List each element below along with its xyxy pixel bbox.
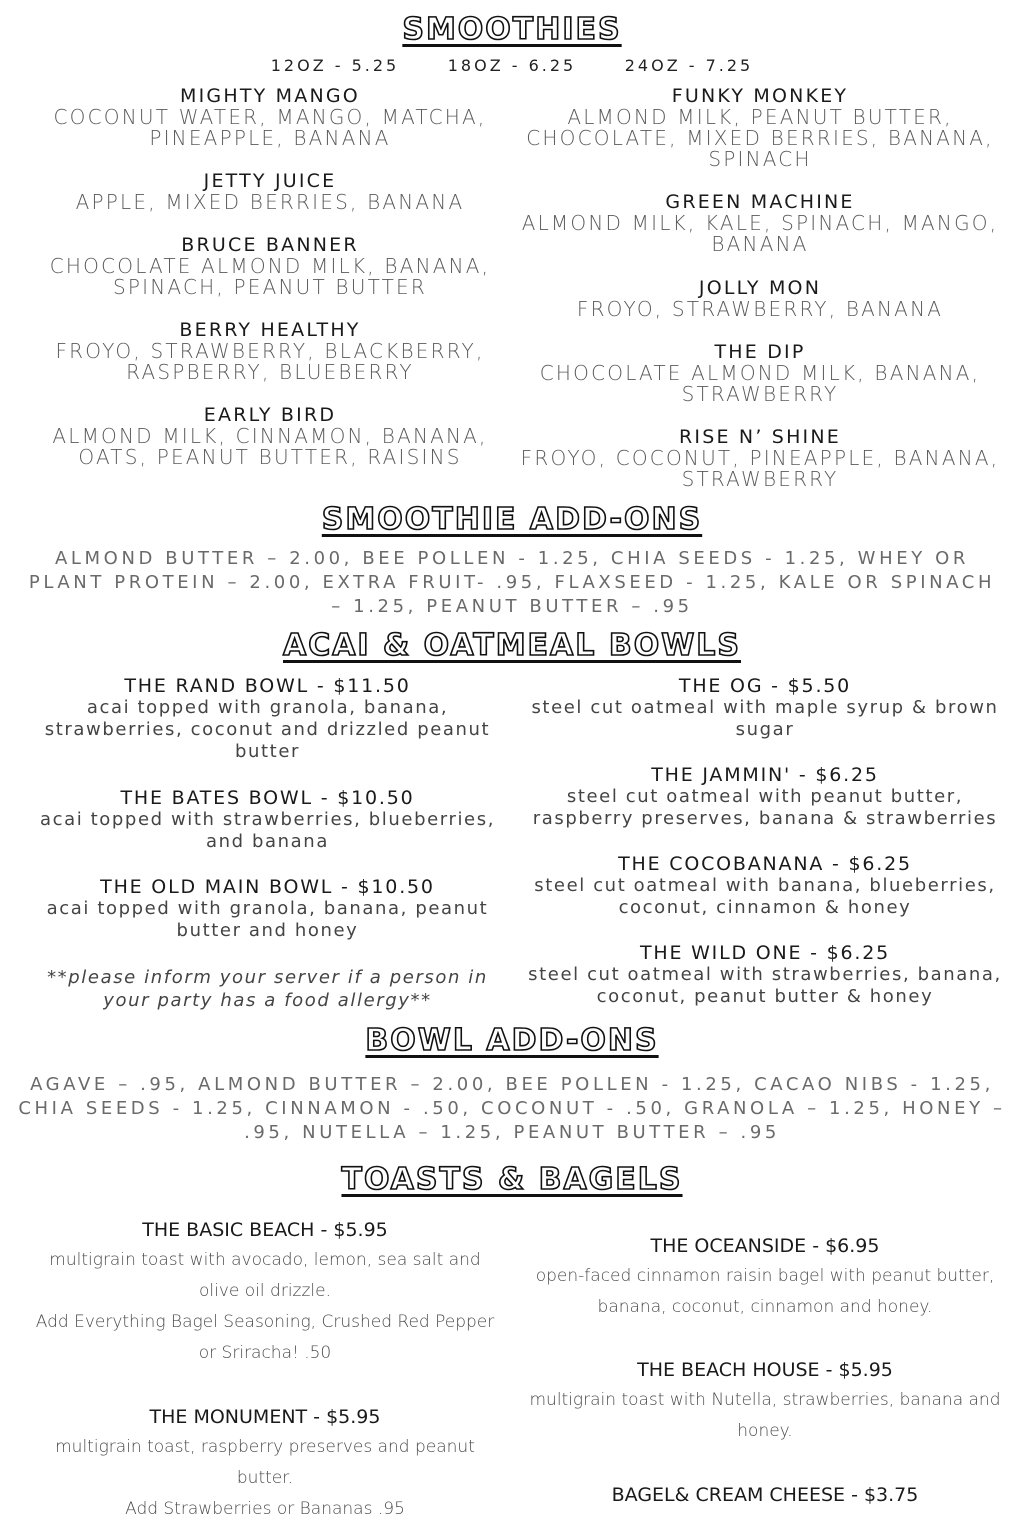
toast-item <box>515 1235 1015 1323</box>
bowl-desc: steel cut oatmeal with peanut butter, raspberry preserves, banana & strawberries <box>532 786 998 829</box>
toast-extra: Add Everything Bagel Seasoning, Crushed Red Pepper or Sriracha! .50 <box>35 1312 495 1363</box>
smoothie-name: BRUCE BANNER <box>181 234 359 256</box>
bowl-name: THE OG - $5.50 <box>678 675 852 697</box>
smoothie-item <box>515 86 1005 170</box>
bowl-item <box>520 853 1010 919</box>
smoothie-name: JETTY JUICE <box>203 170 337 192</box>
bowl-desc: steel cut oatmeal with banana, blueberries, coconut, cinnamon & honey <box>534 875 996 918</box>
smoothies-title: SMOOTHIES <box>402 12 622 47</box>
bowls-title: ACAI & OATMEAL BOWLS <box>282 628 742 663</box>
bowl-item <box>25 675 510 763</box>
smoothie-addons-list: ALMOND BUTTER – 2.00, BEE POLLEN - 1.25, CHIA SEEDS - 1.25, WHEY OR PLANT PROTEIN – 2.00, EXTRA FRUIT- .95, FLAXSEED - 1.25, KALE OR SPINACH – 1.25, PEANUT BUTTER – .95 <box>28 548 996 617</box>
bowl-addons-list: AGAVE – .95, ALMOND BUTTER – 2.00, BEE POLLEN - 1.25, CACAO NIBS - 1.25, CHIA SEEDS - 1.25, CINNAMON - .50, COCONUT - .50, GRANOLA – 1.25, HONEY – .95, NUTELLA – 1.25, PEANUT BUTTER – .95 <box>18 1074 1006 1143</box>
smoothie-item <box>20 405 520 468</box>
bowl-desc: acai topped with granola, banana, strawberries, coconut and drizzled peanut butter <box>44 697 491 762</box>
bowl-desc: steel cut oatmeal with strawberries, banana, coconut, peanut butter & honey <box>528 964 1002 1007</box>
smoothie-item <box>515 278 1005 320</box>
smoothie-item <box>515 342 1005 405</box>
bowl-item <box>25 787 510 853</box>
smoothie-desc: FROYO, STRAWBERRY, BLACKBERRY, RASPBERRY, BLUEBERRY <box>55 339 485 384</box>
smoothie-desc: ALMOND MILK, PEANUT BUTTER, CHOCOLATE, MIXED BERRIES, BANANA, SPINACH <box>526 105 994 171</box>
toast-item <box>30 1219 500 1369</box>
bowl-name: THE COCOBANANA - $6.25 <box>618 853 912 875</box>
toast-desc: open-faced cinnamon raisin bagel with peanut butter, banana, coconut, cinnamon and honey. <box>535 1266 995 1317</box>
smoothie-desc: ALMOND MILK, KALE, SPINACH, MANGO, BANANA <box>521 211 999 256</box>
smoothie-name: EARLY BIRD <box>203 404 337 426</box>
toast-desc: multigrain toast with avocado, lemon, sea salt and olive oil drizzle. <box>49 1250 481 1301</box>
smoothie-desc: CHOCOLATE ALMOND MILK, BANANA, STRAWBERRY <box>539 361 981 406</box>
smoothie-name: RISE N’ SHINE <box>679 426 841 448</box>
smoothie-name: THE DIP <box>714 341 806 363</box>
toast-item <box>515 1359 1015 1447</box>
smoothie-desc: CHOCOLATE ALMOND MILK, BANANA, SPINACH, PEANUT BUTTER <box>49 254 491 299</box>
smoothie-name: FUNKY MONKEY <box>671 85 849 107</box>
bowl-desc: steel cut oatmeal with maple syrup & brown sugar <box>531 697 999 740</box>
smoothie-item <box>515 192 1005 255</box>
smoothie-desc: APPLE, MIXED BERRIES, BANANA <box>75 190 465 214</box>
bowl-item <box>520 942 1010 1008</box>
bowl-desc: acai topped with granola, banana, peanut butter and honey <box>46 898 489 941</box>
smoothie-desc: COCONUT WATER, MANGO, MATCHA, PINEAPPLE, BANANA <box>53 105 487 150</box>
toast-name: THE MONUMENT - $5.95 <box>149 1406 381 1428</box>
toast-name: THE BASIC BEACH - $5.95 <box>142 1219 388 1241</box>
bowl-item <box>25 876 510 942</box>
toast-name: BAGEL& CREAM CHEESE - $3.75 <box>611 1484 919 1506</box>
allergy-note: **please inform your server if a person in your party has a food allergy** <box>47 967 488 1011</box>
toasts-title: TOASTS & BAGELS <box>341 1162 683 1197</box>
toast-name: THE BEACH HOUSE - $5.95 <box>637 1359 893 1381</box>
smoothie-desc: ALMOND MILK, CINNAMON, BANANA, OATS, PEANUT BUTTER, RAISINS <box>52 424 488 469</box>
bowl-name: THE JAMMIN' - $6.25 <box>651 764 879 786</box>
toast-desc: multigrain toast, raspberry preserves and peanut butter. <box>55 1437 475 1488</box>
smoothie-name: JOLLY MON <box>698 277 822 299</box>
smoothie-name: GREEN MACHINE <box>665 191 855 213</box>
smoothie-item <box>515 427 1005 490</box>
smoothie-item <box>20 86 520 149</box>
bowl-name: THE RAND BOWL - $11.50 <box>124 675 411 697</box>
smoothie-item <box>20 320 520 383</box>
toast-name: THE OCEANSIDE - $6.95 <box>650 1235 880 1257</box>
toast-extra: Add Strawberries or Bananas .95 <box>125 1499 405 1519</box>
smoothie-item <box>20 235 520 298</box>
toast-item <box>30 1406 500 1525</box>
bowl-name: THE BATES BOWL - $10.50 <box>120 787 415 809</box>
bowl-item <box>520 675 1010 741</box>
bowl-item <box>520 764 1010 830</box>
smoothie-name: MIGHTY MANGO <box>180 85 360 107</box>
smoothie-item <box>20 171 520 213</box>
smoothie-desc: FROYO, STRAWBERRY, BANANA <box>576 297 944 321</box>
smoothie-desc: FROYO, COCONUT, PINEAPPLE, BANANA, STRAWBERRY <box>520 446 1000 491</box>
smoothie-addons-title: SMOOTHIE ADD-ONS <box>321 502 703 537</box>
bowl-desc: acai topped with strawberries, blueberries, and banana <box>39 809 496 852</box>
smoothie-name: BERRY HEALTHY <box>179 319 361 341</box>
bowl-addons-title: BOWL ADD-ONS <box>365 1023 659 1058</box>
bowl-name: THE WILD ONE - $6.25 <box>639 942 891 964</box>
toast-item <box>515 1484 1015 1506</box>
bowl-name: THE OLD MAIN BOWL - $10.50 <box>100 876 435 898</box>
toast-desc: multigrain toast with Nutella, strawberries, banana and honey. <box>529 1390 1001 1441</box>
smoothie-sizes: 12OZ - 5.25 18OZ - 6.25 24OZ - 7.25 <box>270 56 754 75</box>
